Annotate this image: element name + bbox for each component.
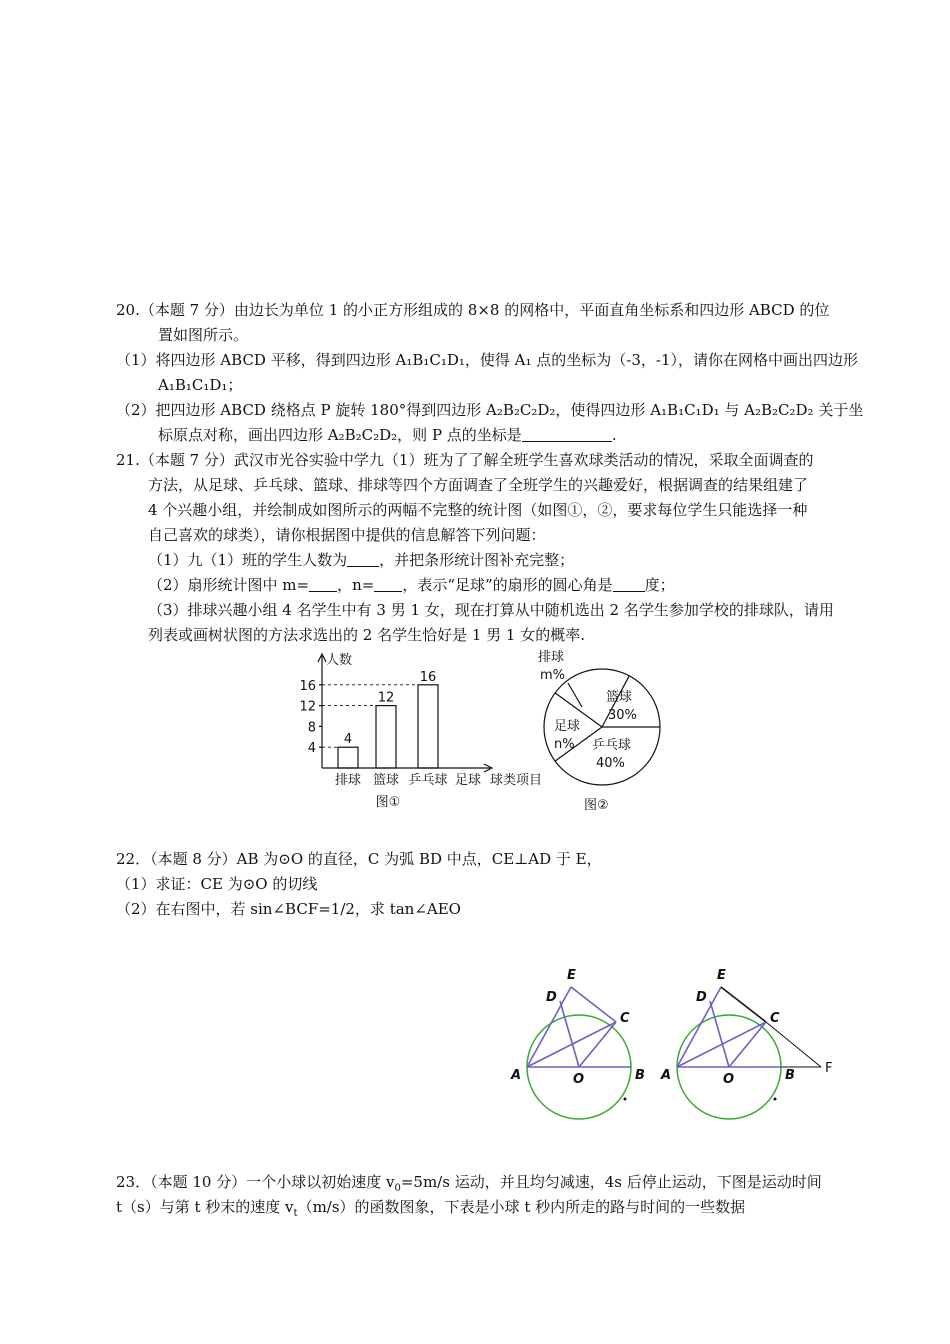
q21-line4: 自己喜欢的球类），请你根据图中提供的信息解答下列问题：: [148, 526, 546, 544]
geometry-figure-1: [510, 968, 645, 1119]
q22-part2: （2）在右图中，若 sin∠BCF=1/2，求 tan∠AEO: [116, 900, 461, 918]
q21-line1: 21.（本题 7 分）武汉市光谷实验中学九（1）班为了了解全班学生喜欢球类活动的情况，采取全面调查的: [116, 451, 814, 469]
y-tick-label: 8: [307, 720, 316, 736]
q21-part1: [148, 550, 574, 570]
x-tick-label: 乒乓球: [408, 773, 448, 788]
line-ac: [677, 1022, 766, 1067]
q23-sub-0: 0: [394, 1183, 401, 1194]
q20-part1-line1: （1）将四边形 ABCD 平移，得到四边形 A₁B₁C₁D₁，使得 A₁ 点的坐标为（-3，-1），请你在网格中画出四边形: [116, 351, 859, 369]
q23-line1: [116, 1172, 822, 1199]
label-a: A: [511, 1068, 522, 1083]
q23-line2-b: （m/s）的函数图象，下表是小球 t 秒内所走的路与时间的一些数据: [297, 1198, 746, 1216]
y-tick-label: 4: [307, 741, 316, 757]
q21-part1-text: （1）九（1）班的学生人数为: [148, 551, 348, 569]
line-cf: [766, 1022, 821, 1067]
q21-part2-angle: ，表示“足球”的扇形的圆心角是: [402, 576, 613, 594]
q21-part3-line2: 列表或画树状图的方法求选出的 2 名学生恰好是 1 男 1 女的概率.: [148, 626, 586, 644]
x-axis-label: 球类项目: [489, 773, 543, 788]
label-d: D: [546, 990, 557, 1005]
pie-caption: 图②: [584, 798, 609, 813]
x-tick-label: 篮球: [372, 773, 400, 788]
pie-label-paiqiu: 排球: [538, 650, 565, 665]
label-e: E: [717, 968, 726, 983]
label-c: C: [770, 1011, 780, 1026]
q21-part1-tail: ，并把条形统计图补充完整；: [379, 551, 575, 569]
pie-label-zuqiu: 足球: [554, 719, 581, 734]
q23-sub-t: t: [293, 1208, 298, 1219]
label-e: E: [567, 968, 576, 983]
q20-line2: 置如图所示。: [158, 326, 249, 344]
y-tick-label: 16: [299, 678, 316, 694]
q23-line2-a: t（s）与第 t 秒末的速度 v: [116, 1198, 294, 1216]
label-c: C: [620, 1011, 630, 1026]
bar-chart-caption: 图①: [375, 795, 401, 810]
pie-label-lanqiu: 篮球: [606, 690, 633, 705]
y-tick-label: 12: [299, 699, 316, 715]
line-co: [579, 1022, 616, 1067]
x-tick-label: 排球: [334, 773, 362, 788]
point-marker: [624, 1098, 627, 1101]
pie-label-m: m%: [540, 668, 566, 683]
bar-data-label: 16: [419, 669, 437, 685]
q21-part2-m: （2）扇形统计图中 m=: [148, 576, 310, 594]
answer-blank-n[interactable]: [374, 575, 402, 592]
label-d: D: [696, 990, 707, 1005]
q21-part2: [148, 575, 675, 595]
label-b: B: [785, 1068, 795, 1083]
bar: [418, 685, 438, 768]
q20-line1: 20.（本题 7 分）由边长为单位 1 的小正方形组成的 8×8 的网格中，平面直角坐标系和四边形 ABCD 的位: [116, 301, 830, 319]
q21-part2-tail: 度；: [644, 576, 675, 594]
q22-line1: 22．（本题 8 分）AB 为⊙O 的直径，C 为弧 BD 中点，CE⊥AD 于 E，: [116, 850, 602, 868]
bar-data-label: 4: [343, 732, 353, 748]
label-o: O: [723, 1072, 735, 1087]
line-do: [710, 1001, 729, 1067]
bar: [376, 706, 396, 768]
q22-part1: （1）求证：CE 为⊙O 的切线: [116, 875, 318, 893]
label-a: A: [661, 1068, 672, 1083]
q20-period: .: [611, 426, 617, 444]
geometry-figures: [505, 965, 845, 1125]
line-ac: [527, 1022, 616, 1067]
q21-part2-n: ，n=: [337, 576, 375, 594]
q23-line1-b: =5m/s 运动，并且均匀减速，4s 后停止运动，下图是运动时间: [400, 1173, 822, 1191]
q20-part1-line2: A₁B₁C₁D₁；: [158, 376, 243, 394]
pie-chart: [530, 645, 670, 817]
line-co: [729, 1022, 766, 1067]
pie-label-ppq: 乒乓球: [592, 738, 632, 753]
answer-blank-p[interactable]: [522, 425, 612, 442]
answer-blank-count[interactable]: [347, 550, 379, 567]
q20-part2-line1: （2）把四边形 ABCD 绕格点 P 旋转 180°得到四边形 A₂B₂C₂D₂，使得四边形 A₁B₁C₁D₁ 与 A₂B₂C₂D₂ 关于坐: [116, 401, 864, 419]
q20-part2-text: 标原点对称，画出四边形 A₂B₂C₂D₂，则 P 点的坐标是: [158, 426, 522, 444]
q21-line2: 方法，从足球、乒乓球、篮球、排球等四个方面调查了全班学生的兴趣爱好，根据调查的结果组建了: [148, 476, 809, 494]
q21-line3: 4 个兴趣小组，并绘制成如图所示的两幅不完整的统计图（如图①，②，要求每位学生只能选择一种: [148, 501, 808, 519]
pie-label-40: 40%: [596, 756, 625, 771]
x-tick-label: 足球: [454, 773, 482, 788]
q20-part2-line2: [158, 425, 617, 445]
point-marker: [774, 1098, 777, 1101]
geometry-figure-2: [660, 968, 832, 1119]
bar: [338, 747, 358, 768]
line-do: [560, 1001, 579, 1067]
y-axis-label: 人数: [326, 653, 353, 668]
bar-chart: [290, 648, 560, 816]
answer-blank-m[interactable]: [309, 575, 337, 592]
bar-data-label: 12: [377, 690, 395, 706]
label-o: O: [573, 1072, 585, 1087]
pie-label-n: n%: [554, 737, 575, 752]
label-b: B: [635, 1068, 645, 1083]
answer-blank-angle[interactable]: [613, 575, 645, 592]
label-f: F: [825, 1061, 833, 1076]
q23-line2: [116, 1197, 745, 1224]
pie-label-30: 30%: [608, 708, 637, 723]
q21-part3-line1: （3）排球兴趣小组 4 名学生中有 3 男 1 女，现在打算从中随机选出 2 名学生参加学校的排球队，请用: [148, 601, 834, 619]
q23-line1-a: 23．（本题 10 分）一个小球以初始速度 v: [116, 1173, 395, 1191]
